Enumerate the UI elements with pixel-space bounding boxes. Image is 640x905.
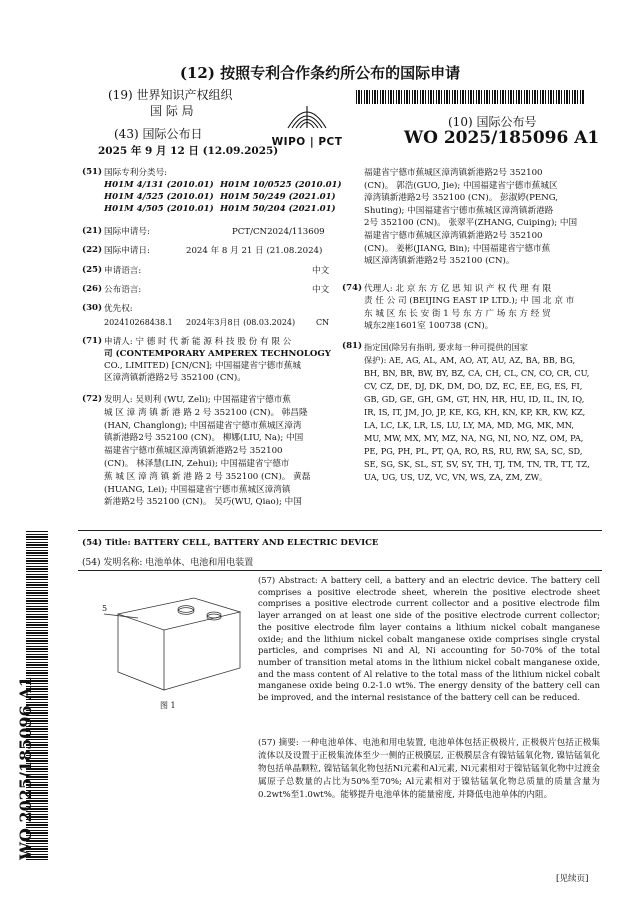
app-no-value: PCT/CN2024/113609 (232, 227, 325, 237)
inventor-line: 城 区 漳 湾 镇 新 港 路 2 号 352100 (CN)。 韩昌隆 (104, 407, 308, 418)
ipc-code: H01M 4/505 (2010.01) (104, 204, 214, 214)
inventors-block (104, 394, 334, 509)
filing-lang-label: 申请语言: (104, 266, 142, 276)
pub-lang-value: 中文 (312, 285, 330, 295)
inventor-line: 发明人: 吴则利 (WU, Zeli); 中国福建省宁德市蕉 (104, 395, 291, 405)
pub-lang-label: 公布语言: (104, 285, 142, 295)
figure-1 (98, 590, 248, 720)
ipc-code: H01M 4/131 (2010.01) (104, 180, 214, 190)
states-line: GB, GD, GE, GH, GM, GT, HN, HR, HU, ID, IL, IN, IQ, (364, 394, 585, 404)
applicant-block (104, 336, 332, 384)
states-line: SE, SG, SK, SL, ST, SV, SY, TH, TJ, TM, TN, TR, TT, TZ, (364, 459, 590, 469)
pub-date-label: (43) 国际公布日 (114, 127, 203, 141)
pub-number: WO 2025/185096 A1 (404, 128, 600, 148)
inventor-line: (CN)。 姜彬(JIANG, Bin); 中国福建省宁德市蕉 (364, 243, 551, 254)
applicant-line: 司 (CONTEMPORARY AMPEREX TECHNOLOGY (104, 349, 331, 359)
inventor-line: 福建省宁德市蕉城区漳湾镇新港路2号 352100 (364, 168, 543, 178)
states-line: MU, MW, MX, MY, MZ, NA, NG, NI, NO, NZ, OM, PA, (364, 433, 584, 443)
pub-no-label: (10) 国际公布号 (448, 115, 537, 129)
divider (78, 530, 602, 531)
inventor-line: (CN)。 郭浩(GUO, Jie); 中国福建省宁德市蕉城区 (364, 180, 558, 191)
inventor-line: 漳湾镇新港路2号 352100 (CN)。 彭淑婷(PENG, (364, 193, 559, 204)
priority-label: 优先权: (104, 304, 133, 314)
org-line1: (19) 世界知识产权组织 (108, 88, 233, 102)
priority-number: 202410268438.1 (104, 318, 173, 327)
field-72-num: (72) (82, 394, 103, 404)
applicant-line: 申请人: 宁 德 时 代 新 能 源 科 技 股 份 有 限 公 (104, 337, 292, 347)
applicant-line: 区漳湾镇新港路2号 352100 (CN)。 (104, 373, 246, 383)
agent-line: 责 任 公 司 (BEIJING EAST IP LTD.); 中 国 北 京 市 (364, 296, 575, 307)
ipc-code: H01M 50/249 (2021.01) (220, 192, 336, 202)
inventor-line: (HUANG, Lei); 中国福建省宁德市蕉城区漳湾镇 (104, 484, 291, 495)
inventor-line: 福建省宁德市蕉城区漳湾镇新港路2号 352100 (104, 446, 283, 457)
inventor-line: Shuting); 中国福建省宁德市蕉城区漳湾镇新港路 (364, 205, 554, 216)
figure-caption: 图 1 (160, 701, 176, 710)
states-line: BH, BN, BR, BW, BY, BZ, CA, CH, CL, CN, CO, CR, CU, (364, 368, 590, 378)
states-line: CV, CZ, DE, DJ, DK, DM, DO, DZ, EC, EE, EG, ES, FI, (364, 381, 583, 391)
inventor-line: 2号 352100 (CN)。 张翠平(ZHANG, Cuiping); 中国 (364, 218, 578, 229)
field-25-num: (25) (82, 265, 103, 275)
priority-country: CN (316, 318, 330, 327)
figure-ref-label: 5 (102, 604, 108, 613)
title-cn: (54) 发明名称: 电池单体、电池和用电装置 (82, 558, 254, 568)
inventor-line: 镇新港路2号 352100 (CN)。 柳娜(LIU, Na); 中国 (104, 433, 304, 444)
states-line: LA, LC, LK, LR, LS, LU, LY, MA, MD, MG, MK, MN, (364, 420, 575, 430)
org-line2: 国 际 局 (150, 104, 194, 118)
applicant-line: CO., LIMITED) [CN/CN]; 中国福建省宁德市蕉城 (104, 361, 301, 371)
agent-line: 东 城 区 东 长 安 街 1 号 东 方 广 场 东 方 经 贸 (364, 308, 551, 319)
field-30-num: (30) (82, 303, 103, 313)
wipo-emblem-icon (268, 102, 346, 132)
ipc-code: H01M 4/525 (2010.01) (104, 192, 214, 202)
inventor-line: (HAN, Changlong); 中国福建省宁德市蕉城区漳湾 (104, 420, 302, 431)
abstract-en: (57) Abstract: A battery cell, a battery and an electric device. The battery cell comprises a positive electrode sheet, wherein the positive electrode sheet comprises a positive electrode current collector and a positive electrode film layer arranged on at least one side of the positive electrode current collector; the positive electrode film layer contains a lithium nickel cobalt manganese oxide; and the lithium nickel cobalt manganese oxide comprises single crystal particles, and comprises Ni and Al, Ni accounting for 50-70% of the total number of transition metal atoms in the lithium nickel cobalt manganese oxide, and the mass content of Al relative to the total mass of the lithium nickel cobalt manganese oxide being 0.2-1.0 wt%. The energy density of the battery cell can be improved, and the internal resistance of the battery cell can be reduced. (258, 575, 600, 703)
app-no-label: 国际申请号: (104, 227, 150, 237)
inventors-continued (364, 167, 592, 268)
states-line: 指定国(除另有指明, 要求每一种可提供的国家 (364, 342, 528, 352)
states-line: PE, PG, PH, PL, PT, QA, RO, RS, RU, RW, SA, SC, SD, (364, 446, 583, 456)
side-pub-number: WO 2025/185096 A1 (16, 676, 35, 860)
states-line: IR, IS, IT, JM, JO, JP, KE, KG, KH, KN, KP, KR, KW, KZ, (364, 407, 586, 417)
states-line: 保护): AE, AG, AL, AM, AO, AT, AU, AZ, BA, BB, BG, (364, 355, 576, 365)
field-81-num: (81) (342, 341, 363, 351)
field-51-num: (51) (82, 167, 103, 177)
states-line: UA, UG, US, UZ, VC, VN, WS, ZA, ZM, ZW。 (364, 472, 548, 482)
agent-line: 代理人: 北 京 东 方 亿 思 知 识 产 权 代 理 有 限 (364, 284, 552, 294)
designated-states-block (364, 341, 596, 484)
inventor-line: 福建省宁德市蕉城区漳湾镇新港路2号 352100 (364, 230, 543, 241)
pub-date: 2025 年 9 月 12 日 (12.09.2025) (98, 145, 279, 157)
priority-date: 2024年3月8日 (08.03.2024) (186, 318, 296, 327)
wipo-logo (268, 102, 346, 152)
divider (78, 570, 602, 571)
inventor-line: (CN)。 林泽慧(LIN, Zehui); 中国福建省宁德市 (104, 458, 290, 469)
inventor-line: 蕉 城 区 漳 湾 镇 新 港 路 2 号 352100 (CN)。 黄磊 (104, 471, 311, 482)
field-71-num: (71) (82, 336, 103, 346)
field-26-num: (26) (82, 284, 103, 294)
agent-block (364, 283, 592, 333)
abstract-cn: (57) 摘要: 一种电池单体、电池和用电装置, 电池单体包括正极极片, 正极极片包括正极集流体以及设置于正极集流体至少一侧的正极膜层, 正极膜层含有镍钴锰氧化物, 镍钴锰氧化物包括单晶颗粒, 镍钴锰氧化物包括Ni元素和Al元素, Ni元素相对于镍钴锰氧化物中过渡金属原子总数量的占比为50%至70%; Al元素相对于镍钴锰氧化物总质量的质量含量为0.2wt%至1.0wt%。能够提升电池单体的能量密度, 并降低电池单体的内阻。 (258, 738, 600, 800)
app-date-label: 国际申请日: (104, 246, 150, 256)
doc-title: (12) 按照专利合作条约所公布的国际申请 (179, 64, 461, 82)
inventor-line: 新港路2号 352100 (CN)。 吴巧(WU, Qiao); 中国 (104, 497, 302, 508)
app-date-value: 2024 年 8 月 21 日 (21.08.2024) (186, 246, 323, 256)
title-en: (54) Title: BATTERY CELL, BATTERY AND ELECTRIC DEVICE (82, 538, 379, 548)
field-21-num: (21) (82, 226, 103, 236)
agent-line: 城东2座1601室 100738 (CN)。 (364, 321, 494, 332)
field-74-num: (74) (342, 283, 363, 293)
wipo-text: WIPO | PCT (271, 136, 343, 148)
filing-lang-value: 中文 (312, 266, 330, 276)
continued-note: [见续页] (556, 874, 589, 884)
barcode-top (356, 90, 584, 104)
ipc-code: H01M 10/0525 (2010.01) (220, 180, 342, 190)
ipc-code: H01M 50/204 (2021.01) (220, 204, 336, 214)
inventor-line: 城区漳湾镇新港路2号 352100 (CN)。 (364, 256, 515, 267)
ipc-label: 国际专利分类号: (104, 168, 168, 178)
field-22-num: (22) (82, 245, 103, 255)
